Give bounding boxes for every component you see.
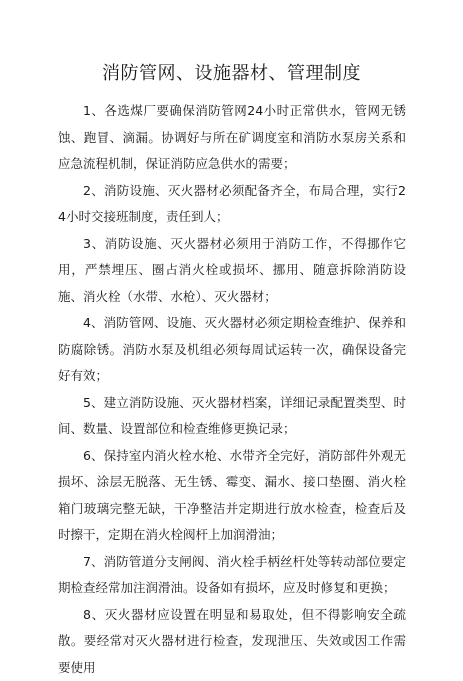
clause-3: 3、消防设施、灭火器材必须用于消防工作，不得挪作它用，严禁埋压、圈占消火栓或损坏、挪用、随意拆除消防设施、消火栓（水带、水枪）、灭火器材； xyxy=(58,231,406,311)
clause-list xyxy=(58,98,406,681)
document-title: 消防管网、设施器材、管理制度 xyxy=(0,62,463,86)
clause-7: 7、消防管道分支闸阀、消火栓手柄丝杆处等转动部位要定期检查经常加注润滑油。设备如有损坏，应及时修复和更换； xyxy=(58,549,406,602)
clause-2: 2、消防设施、灭火器材必须配备齐全，布局合理，实行24小时交接班制度，责任到人； xyxy=(58,178,406,231)
clause-5: 5、建立消防设施、灭火器材档案，详细记录配置类型、时间、数量、设置部位和检查维修更换记录； xyxy=(58,390,406,443)
clause-1: 1、各选煤厂要确保消防管网24小时正常供水，管网无锈蚀、跑冒、滴漏。协调好与所在矿调度室和消防水泵房关系和应急流程机制，保证消防应急供水的需要； xyxy=(58,98,406,178)
clause-4: 4、消防管网、设施、灭火器材必须定期检查维护、保养和防腐除锈。消防水泵及机组必须每周试运转一次，确保设备完好有效； xyxy=(58,310,406,390)
clause-6: 6、保持室内消火栓水枪、水带齐全完好，消防部件外观无损坏、涂层无脱落、无生锈、霉变、漏水、接口垫圈、消火栓箱门玻璃完整无缺，干净整洁并定期进行放水检查，检查后及时擦干，定期在消火栓阀杆上加润滑油； xyxy=(58,443,406,549)
clause-8: 8、灭火器材应设置在明显和易取处，但不得影响安全疏散。要经常对灭火器材进行检查，发现泄压、失效或因工作需要使用 xyxy=(58,602,406,681)
